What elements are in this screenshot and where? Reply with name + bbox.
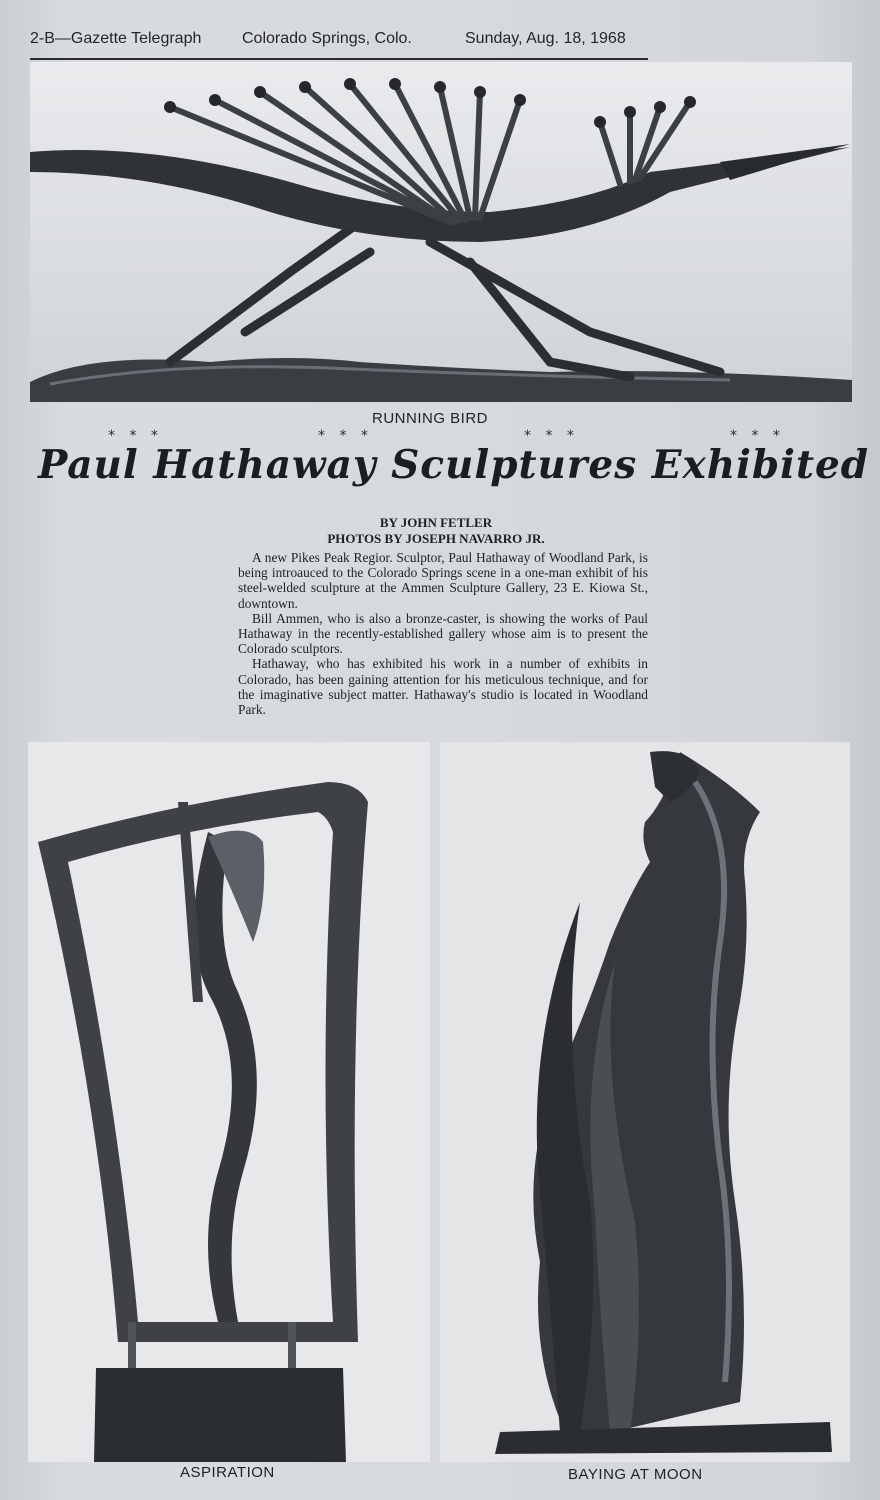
ornament-stars: * * * <box>524 428 579 444</box>
article-body <box>238 550 648 717</box>
paragraph: A new Pikes Peak Regior. Sculptor, Paul Hathaway of Woodland Park, is being introauced to the Colorado Springs scene in a one-man exhibit of his steel-welded sculpture at the Ammen Sculpture Gallery, 23 E. Kiowa St., downtown. <box>238 550 648 611</box>
ornament-stars: * * * <box>108 428 163 444</box>
photo-credit: PHOTOS BY JOSEPH NAVARRO JR. <box>327 531 545 546</box>
baying-at-moon-sculpture <box>440 742 850 1462</box>
paragraph: Bill Ammen, who is also a bronze-caster, is showing the works of Paul Hathaway in the recently-established gallery whose aim is to present the Colorado sculptors. <box>238 610 648 657</box>
running-bird-sculpture <box>30 62 852 402</box>
caption-running-bird: RUNNING BIRD <box>372 410 489 427</box>
header-rule <box>30 58 648 60</box>
dateline-date: Sunday, Aug. 18, 1968 <box>465 30 626 47</box>
byline: BY JOHN FETLER <box>379 515 493 530</box>
aspiration-sculpture <box>28 742 430 1462</box>
ornament-stars: * * * <box>730 428 785 444</box>
page-header <box>30 30 650 60</box>
page-number: 2-B—Gazette Telegraph <box>30 30 202 47</box>
paragraph: Hathaway, who has exhibited his work in a number of exhibits in Colorado, has been gaining attention for his meticulous technique, and for the imaginative subject matter. Hathaway's studio is located in Woodland Park. <box>238 656 648 718</box>
ornament-stars: * * * <box>318 428 373 444</box>
photo-running-bird <box>30 62 852 402</box>
headline: Paul Hathaway Sculptures Exhibited <box>38 442 870 488</box>
photo-aspiration <box>28 742 430 1462</box>
photo-baying-at-moon <box>440 742 850 1462</box>
caption-baying-at-moon: BAYING AT MOON <box>568 1466 703 1483</box>
caption-aspiration: ASPIRATION <box>180 1464 275 1481</box>
dateline-place: Colorado Springs, Colo. <box>242 30 412 47</box>
